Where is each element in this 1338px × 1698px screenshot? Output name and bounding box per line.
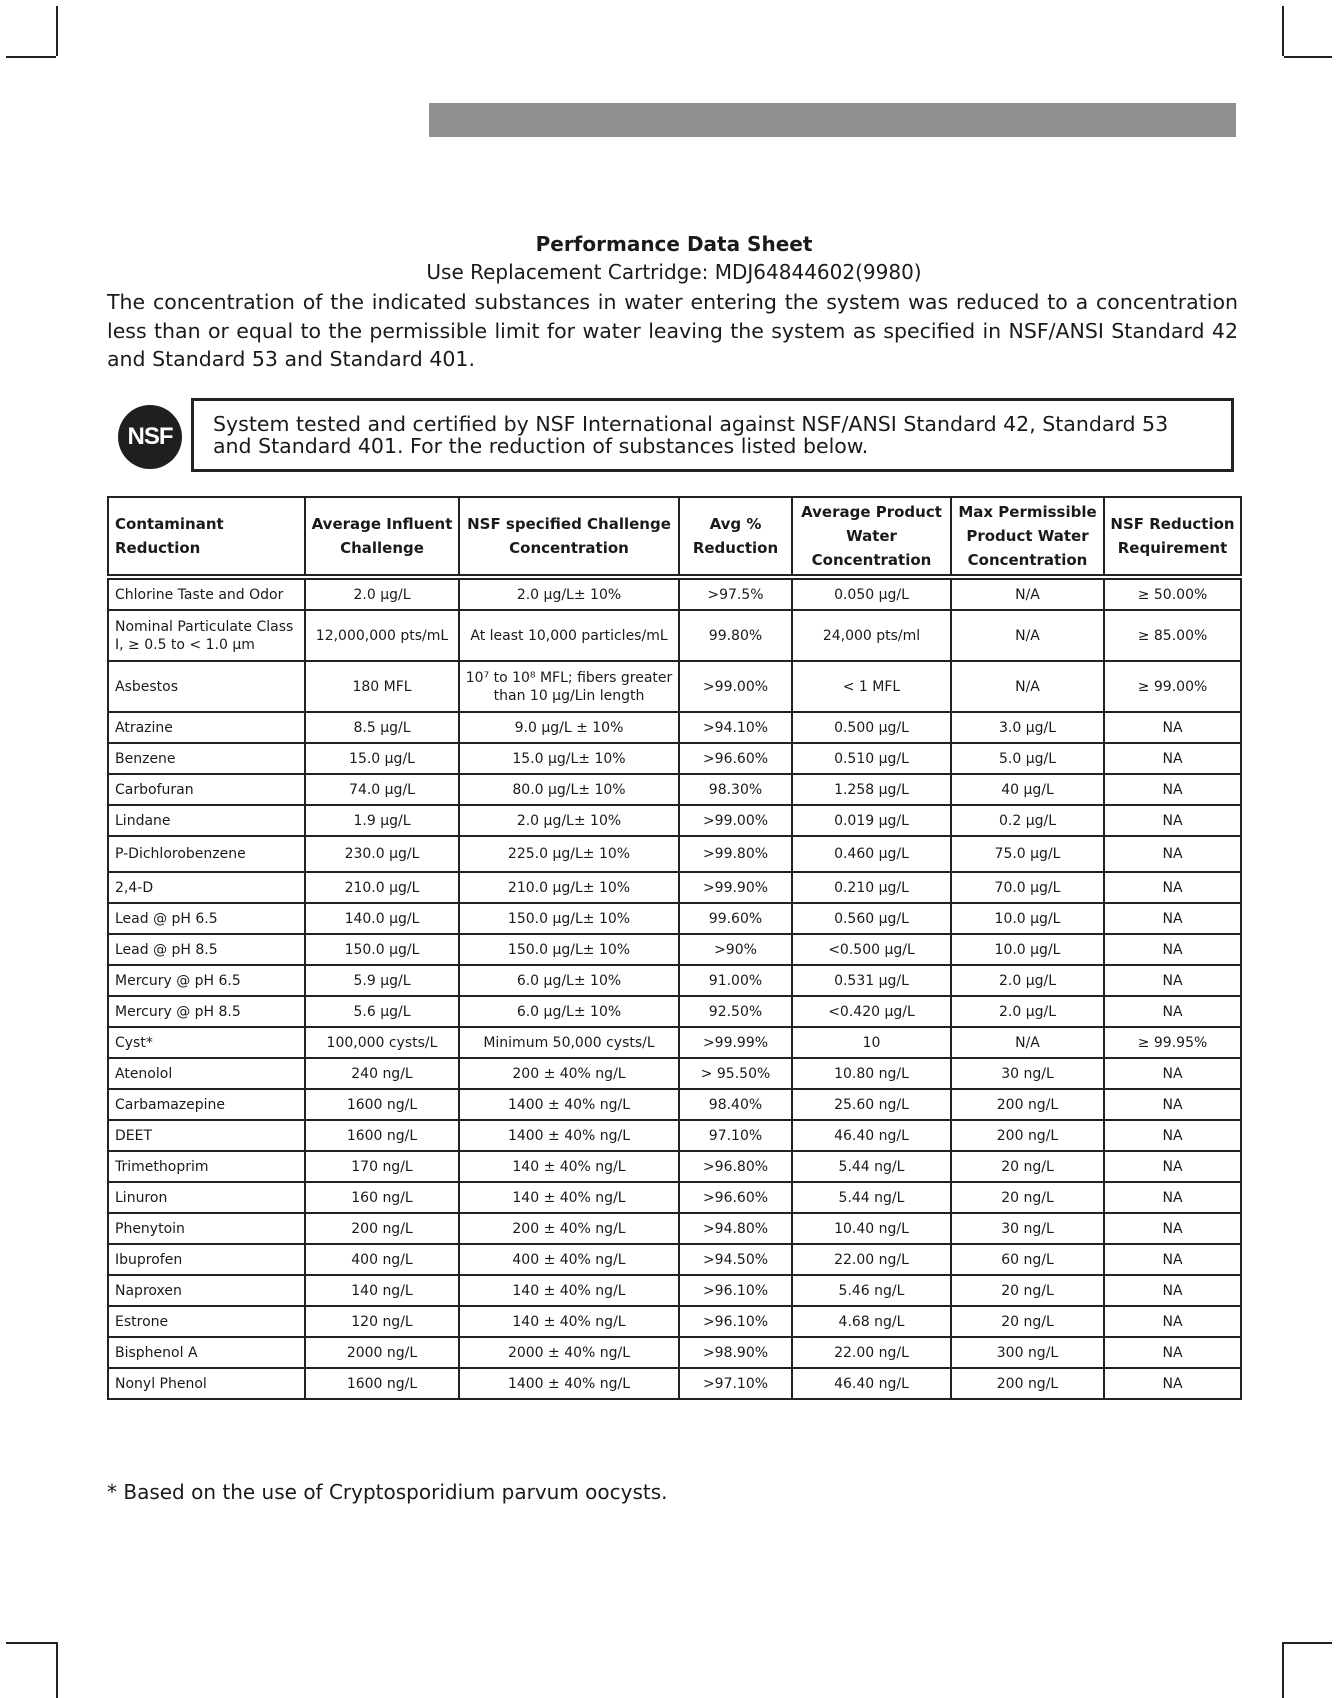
- table-cell: DEET: [108, 1120, 305, 1151]
- table-cell: 150.0 µg/L± 10%: [459, 903, 679, 934]
- column-header: NSF Reduction Requirement: [1104, 497, 1241, 577]
- table-cell: NA: [1104, 1306, 1241, 1337]
- table-row: [108, 774, 1241, 805]
- table-cell: 0.500 µg/L: [792, 712, 951, 743]
- table-cell: >96.80%: [679, 1151, 792, 1182]
- table-cell: Linuron: [108, 1182, 305, 1213]
- table-row: [108, 1027, 1241, 1058]
- column-header: Max Permissible Product Water Concentration: [951, 497, 1104, 577]
- table-cell: 200 ng/L: [951, 1120, 1104, 1151]
- table-cell: Mercury @ pH 8.5: [108, 996, 305, 1027]
- table-cell: >99.80%: [679, 836, 792, 872]
- table-cell: >97.10%: [679, 1368, 792, 1399]
- table-cell: NA: [1104, 1058, 1241, 1089]
- table-cell: 200 ng/L: [305, 1213, 459, 1244]
- table-cell: NA: [1104, 1089, 1241, 1120]
- table-cell: 140 ± 40% ng/L: [459, 1275, 679, 1306]
- table-cell: 5.44 ng/L: [792, 1151, 951, 1182]
- table-cell: 3.0 µg/L: [951, 712, 1104, 743]
- table-cell: >99.90%: [679, 872, 792, 903]
- table-cell: 20 ng/L: [951, 1275, 1104, 1306]
- table-cell: >99.99%: [679, 1027, 792, 1058]
- table-cell: Mercury @ pH 6.5: [108, 965, 305, 996]
- page-title: Performance Data Sheet: [535, 232, 813, 256]
- table-cell: 1600 ng/L: [305, 1089, 459, 1120]
- table-cell: 200 ng/L: [951, 1089, 1104, 1120]
- table-cell: 20 ng/L: [951, 1182, 1104, 1213]
- table-cell: 30 ng/L: [951, 1213, 1104, 1244]
- table-cell: <0.420 µg/L: [792, 996, 951, 1027]
- table-cell: NA: [1104, 934, 1241, 965]
- table-cell: > 95.50%: [679, 1058, 792, 1089]
- table-cell: 20 ng/L: [951, 1306, 1104, 1337]
- table-cell: 30 ng/L: [951, 1058, 1104, 1089]
- table-cell: ≥ 50.00%: [1104, 577, 1241, 610]
- table-cell: Nonyl Phenol: [108, 1368, 305, 1399]
- table-cell: 6.0 µg/L± 10%: [459, 965, 679, 996]
- crop-mark: [6, 1642, 56, 1644]
- table-cell: >94.80%: [679, 1213, 792, 1244]
- crop-mark: [1282, 6, 1284, 56]
- table-cell: 46.40 ng/L: [792, 1120, 951, 1151]
- table-cell: >94.50%: [679, 1244, 792, 1275]
- table-cell: 2.0 µg/L: [305, 577, 459, 610]
- table-cell: Cyst*: [108, 1027, 305, 1058]
- table-cell: 400 ng/L: [305, 1244, 459, 1275]
- table-cell: NA: [1104, 903, 1241, 934]
- table-cell: 10.80 ng/L: [792, 1058, 951, 1089]
- table-cell: 24,000 pts/ml: [792, 610, 951, 661]
- table-cell: 240 ng/L: [305, 1058, 459, 1089]
- table-cell: >96.10%: [679, 1306, 792, 1337]
- table-cell: 140 ± 40% ng/L: [459, 1306, 679, 1337]
- table-row: [108, 1275, 1241, 1306]
- table-cell: 0.510 µg/L: [792, 743, 951, 774]
- table-row: [108, 610, 1241, 661]
- table-cell: >90%: [679, 934, 792, 965]
- table-cell: Lindane: [108, 805, 305, 836]
- crop-mark: [6, 56, 56, 58]
- table-cell: Ibuprofen: [108, 1244, 305, 1275]
- table-cell: 40 µg/L: [951, 774, 1104, 805]
- table-cell: 200 ± 40% ng/L: [459, 1213, 679, 1244]
- table-row: [108, 996, 1241, 1027]
- table-cell: >98.90%: [679, 1337, 792, 1368]
- table-cell: 70.0 µg/L: [951, 872, 1104, 903]
- table-row: [108, 965, 1241, 996]
- page-subtitle: Use Replacement Cartridge: MDJ64844602(9980): [426, 260, 922, 284]
- table-cell: 6.0 µg/L± 10%: [459, 996, 679, 1027]
- table-cell: 230.0 µg/L: [305, 836, 459, 872]
- crop-mark: [1284, 56, 1332, 58]
- table-cell: 12,000,000 pts/mL: [305, 610, 459, 661]
- table-cell: 2.0 µg/L: [951, 965, 1104, 996]
- table-cell: 99.60%: [679, 903, 792, 934]
- table-cell: 15.0 µg/L± 10%: [459, 743, 679, 774]
- performance-table: [107, 496, 1242, 1400]
- table-cell: 150.0 µg/L± 10%: [459, 934, 679, 965]
- table-cell: 120 ng/L: [305, 1306, 459, 1337]
- table-cell: 1400 ± 40% ng/L: [459, 1089, 679, 1120]
- table-cell: <0.500 µg/L: [792, 934, 951, 965]
- table-cell: Atrazine: [108, 712, 305, 743]
- table-cell: 0.2 µg/L: [951, 805, 1104, 836]
- table-row: [108, 836, 1241, 872]
- table-cell: >97.5%: [679, 577, 792, 610]
- table-cell: 46.40 ng/L: [792, 1368, 951, 1399]
- table-cell: 0.210 µg/L: [792, 872, 951, 903]
- table-cell: 15.0 µg/L: [305, 743, 459, 774]
- table-cell: Chlorine Taste and Odor: [108, 577, 305, 610]
- table-cell: N/A: [951, 1027, 1104, 1058]
- table-cell: NA: [1104, 965, 1241, 996]
- table-cell: Nominal Particulate Class I, ≥ 0.5 to < 1.0 µm: [108, 610, 305, 661]
- table-cell: 140.0 µg/L: [305, 903, 459, 934]
- column-header: Avg % Reduction: [679, 497, 792, 577]
- table-row: [108, 577, 1241, 610]
- table-cell: ≥ 85.00%: [1104, 610, 1241, 661]
- table-cell: NA: [1104, 1213, 1241, 1244]
- table-cell: < 1 MFL: [792, 661, 951, 712]
- table-cell: 20 ng/L: [951, 1151, 1104, 1182]
- table-cell: 97.10%: [679, 1120, 792, 1151]
- crop-mark: [56, 6, 58, 56]
- table-cell: Phenytoin: [108, 1213, 305, 1244]
- nsf-logo-text: NSF: [127, 423, 173, 450]
- table-cell: Trimethoprim: [108, 1151, 305, 1182]
- table-cell: NA: [1104, 712, 1241, 743]
- certification-box: [191, 398, 1234, 472]
- table-cell: 100,000 cysts/L: [305, 1027, 459, 1058]
- table-cell: 140 ng/L: [305, 1275, 459, 1306]
- table-row: [108, 661, 1241, 712]
- table-cell: P-Dichlorobenzene: [108, 836, 305, 872]
- table-cell: 0.560 µg/L: [792, 903, 951, 934]
- table-cell: >99.00%: [679, 661, 792, 712]
- table-row: [108, 903, 1241, 934]
- table-row: [108, 872, 1241, 903]
- table-cell: 1.9 µg/L: [305, 805, 459, 836]
- intro-paragraph: The concentration of the indicated substances in water entering the system was reduced to a concentration less than or equal to the permissible limit for water leaving the system as specified in NSF/ANSI Standard 42 and Standard 53 and Standard 401.: [107, 290, 1238, 371]
- table-cell: NA: [1104, 872, 1241, 903]
- table-cell: 91.00%: [679, 965, 792, 996]
- table-cell: NA: [1104, 774, 1241, 805]
- table-cell: 98.30%: [679, 774, 792, 805]
- table-row: [108, 1058, 1241, 1089]
- table-cell: 2.0 µg/L± 10%: [459, 577, 679, 610]
- table-row: [108, 1182, 1241, 1213]
- table-row: [108, 1368, 1241, 1399]
- table-row: [108, 805, 1241, 836]
- table-cell: 1.258 µg/L: [792, 774, 951, 805]
- footnote: * Based on the use of Cryptosporidium parvum oocysts.: [107, 1480, 668, 1504]
- table-cell: 8.5 µg/L: [305, 712, 459, 743]
- table-cell: 80.0 µg/L± 10%: [459, 774, 679, 805]
- column-header: Average Influent Challenge: [305, 497, 459, 577]
- table-cell: Estrone: [108, 1306, 305, 1337]
- table-cell: 1600 ng/L: [305, 1120, 459, 1151]
- table-cell: 400 ± 40% ng/L: [459, 1244, 679, 1275]
- table-cell: NA: [1104, 1182, 1241, 1213]
- table-header-row: [108, 497, 1241, 577]
- table-cell: 4.68 ng/L: [792, 1306, 951, 1337]
- crop-mark: [1284, 1642, 1332, 1644]
- column-header: Average Product Water Concentration: [792, 497, 951, 577]
- table-cell: Minimum 50,000 cysts/L: [459, 1027, 679, 1058]
- table-cell: ≥ 99.00%: [1104, 661, 1241, 712]
- table-cell: 60 ng/L: [951, 1244, 1104, 1275]
- table-cell: 10.40 ng/L: [792, 1213, 951, 1244]
- table-cell: N/A: [951, 661, 1104, 712]
- nsf-logo: [118, 405, 182, 469]
- table-cell: Naproxen: [108, 1275, 305, 1306]
- table-cell: 210.0 µg/L: [305, 872, 459, 903]
- table-cell: NA: [1104, 805, 1241, 836]
- table-cell: NA: [1104, 1244, 1241, 1275]
- table-row: [108, 934, 1241, 965]
- table-row: [108, 1306, 1241, 1337]
- table-cell: 150.0 µg/L: [305, 934, 459, 965]
- table-cell: 10.0 µg/L: [951, 903, 1104, 934]
- column-header: NSF specified Challenge Concentration: [459, 497, 679, 577]
- table-cell: 5.44 ng/L: [792, 1182, 951, 1213]
- table-cell: 5.6 µg/L: [305, 996, 459, 1027]
- table-cell: 180 MFL: [305, 661, 459, 712]
- table-cell: N/A: [951, 610, 1104, 661]
- table-cell: 300 ng/L: [951, 1337, 1104, 1368]
- table-row: [108, 1089, 1241, 1120]
- table-row: [108, 1244, 1241, 1275]
- table-cell: Carbamazepine: [108, 1089, 305, 1120]
- table-cell: Carbofuran: [108, 774, 305, 805]
- table-cell: 140 ± 40% ng/L: [459, 1182, 679, 1213]
- column-header: Contaminant Reduction: [108, 497, 305, 577]
- table-cell: 2.0 µg/L± 10%: [459, 805, 679, 836]
- table-row: [108, 743, 1241, 774]
- table-cell: 1600 ng/L: [305, 1368, 459, 1399]
- table-cell: 225.0 µg/L± 10%: [459, 836, 679, 872]
- table-cell: Benzene: [108, 743, 305, 774]
- table-cell: NA: [1104, 1337, 1241, 1368]
- table-cell: 10⁷ to 10⁸ MFL; fibers greater than 10 µg/Lin length: [459, 661, 679, 712]
- table-cell: >94.10%: [679, 712, 792, 743]
- table-cell: 2000 ± 40% ng/L: [459, 1337, 679, 1368]
- table-cell: >96.60%: [679, 743, 792, 774]
- table-cell: 210.0 µg/L± 10%: [459, 872, 679, 903]
- table-cell: 2,4-D: [108, 872, 305, 903]
- table-cell: 92.50%: [679, 996, 792, 1027]
- table-cell: NA: [1104, 996, 1241, 1027]
- table-cell: Bisphenol A: [108, 1337, 305, 1368]
- table-cell: 140 ± 40% ng/L: [459, 1151, 679, 1182]
- table-cell: 1400 ± 40% ng/L: [459, 1120, 679, 1151]
- table-cell: NA: [1104, 1275, 1241, 1306]
- table-cell: >96.10%: [679, 1275, 792, 1306]
- table-cell: >96.60%: [679, 1182, 792, 1213]
- table-cell: Asbestos: [108, 661, 305, 712]
- table-cell: NA: [1104, 1151, 1241, 1182]
- header-band: [429, 103, 1236, 137]
- table-cell: 0.019 µg/L: [792, 805, 951, 836]
- table-row: [108, 1120, 1241, 1151]
- table-cell: NA: [1104, 1368, 1241, 1399]
- table-cell: 5.0 µg/L: [951, 743, 1104, 774]
- table-cell: 9.0 µg/L ± 10%: [459, 712, 679, 743]
- table-cell: 2.0 µg/L: [951, 996, 1104, 1027]
- table-cell: 98.40%: [679, 1089, 792, 1120]
- table-cell: 5.46 ng/L: [792, 1275, 951, 1306]
- table-cell: 170 ng/L: [305, 1151, 459, 1182]
- table-row: [108, 1337, 1241, 1368]
- table-cell: 74.0 µg/L: [305, 774, 459, 805]
- table-cell: Lead @ pH 6.5: [108, 903, 305, 934]
- table-cell: 0.460 µg/L: [792, 836, 951, 872]
- table-cell: Atenolol: [108, 1058, 305, 1089]
- crop-mark: [56, 1642, 58, 1698]
- certification-text: System tested and certified by NSF International against NSF/ANSI Standard 42, Standard 53 and Standard 401. For the reduction of substances listed below.: [213, 412, 1169, 458]
- table-cell: NA: [1104, 743, 1241, 774]
- table-row: [108, 1213, 1241, 1244]
- table-cell: 0.050 µg/L: [792, 577, 951, 610]
- table-cell: N/A: [951, 577, 1104, 610]
- table-cell: 5.9 µg/L: [305, 965, 459, 996]
- crop-mark: [1282, 1642, 1284, 1698]
- table-cell: ≥ 99.95%: [1104, 1027, 1241, 1058]
- table-cell: Lead @ pH 8.5: [108, 934, 305, 965]
- table-cell: 22.00 ng/L: [792, 1337, 951, 1368]
- table-row: [108, 1151, 1241, 1182]
- table-cell: 0.531 µg/L: [792, 965, 951, 996]
- table-cell: 99.80%: [679, 610, 792, 661]
- table-cell: 75.0 µg/L: [951, 836, 1104, 872]
- table-cell: 160 ng/L: [305, 1182, 459, 1213]
- table-row: [108, 712, 1241, 743]
- table-cell: 25.60 ng/L: [792, 1089, 951, 1120]
- table-cell: >99.00%: [679, 805, 792, 836]
- table-cell: NA: [1104, 836, 1241, 872]
- table-cell: 22.00 ng/L: [792, 1244, 951, 1275]
- table-cell: 10: [792, 1027, 951, 1058]
- table-cell: NA: [1104, 1120, 1241, 1151]
- table-cell: 200 ± 40% ng/L: [459, 1058, 679, 1089]
- table-cell: At least 10,000 particles/mL: [459, 610, 679, 661]
- table-cell: 2000 ng/L: [305, 1337, 459, 1368]
- table-cell: 200 ng/L: [951, 1368, 1104, 1399]
- table-cell: 10.0 µg/L: [951, 934, 1104, 965]
- table-cell: 1400 ± 40% ng/L: [459, 1368, 679, 1399]
